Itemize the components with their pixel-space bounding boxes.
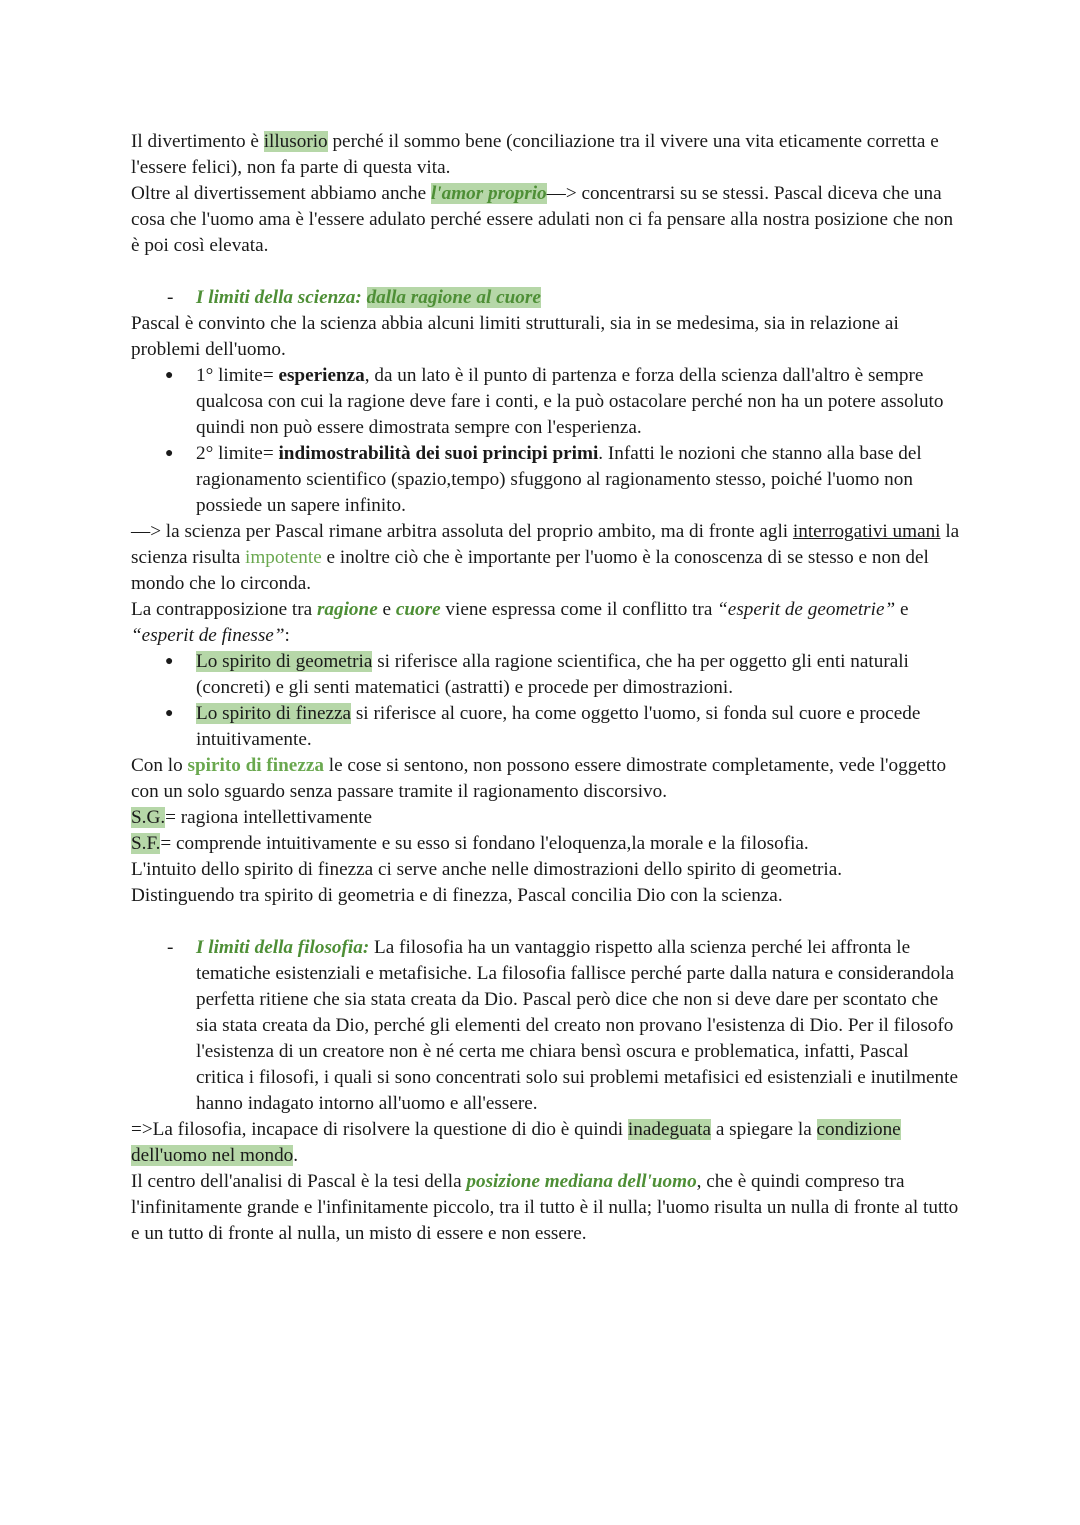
highlight-term: condizione dell'uomo nel mondo [131, 1119, 901, 1166]
line-intuito: L'intuito dello spirito di finezza ci serve anche nelle dimostrazioni dello spirito di geometria. [131, 859, 843, 880]
term-ragione: ragione [316, 599, 378, 620]
dash-marker: - [167, 937, 174, 958]
text: : [284, 625, 290, 646]
text: perché il sommo bene (conciliazione tra il vivere una vita eticamente corretta e l'essere felici), non fa parte di questa vita. [131, 131, 939, 178]
green-term: posizione mediana dell'uomo [466, 1171, 697, 1192]
text: si riferisce al cuore, ha come oggetto l'uomo, si fonda sul cuore e procede intuitivamente. [196, 703, 921, 750]
italic-term: “esperit de finesse” [131, 625, 285, 646]
text: La contrapposizione tra [131, 599, 317, 620]
text: Il divertimento è [131, 131, 264, 152]
text: =>La filosofia, incapace di risolvere la questione di dio è quindi [131, 1119, 628, 1140]
line-distinguendo: Distinguendo tra spirito di geometria e di finezza, Pascal concilia Dio con la scienza. [131, 885, 783, 906]
text: si riferisce alla ragione scientifica, che ha per oggetto gli enti naturali (concreti) e gli senti matematici (astratti) e procede per dimostrazioni. [196, 651, 909, 698]
text: , da un lato è il punto di partenza e forza della scienza dall'altro è sempre qualcosa con cui la ragione deve fare i conti, e la può ostacolare perché non ha un potere assoluto quindi non può essere dimostrata sempre con l'esperienza. [196, 365, 944, 438]
text: a spiegare la [711, 1119, 817, 1140]
list-item [131, 649, 961, 701]
bold-term: indimostrabilità dei suoi principi primi [278, 443, 599, 464]
highlight-term: inadeguata [627, 1119, 712, 1140]
paragraph-contrapposizione [131, 597, 961, 649]
bullet-list-limiti [131, 363, 961, 519]
text: e [895, 599, 909, 620]
paragraph-intro-scienza: Pascal è convinto che la scienza abbia alcuni limiti strutturali, sia in se medesima, sia in relazione ai problemi dell'uomo. [131, 313, 899, 360]
text: , che è quindi compreso tra l'infinitamente grande e l'infinitamente piccolo, tra il tutto è il nulla; l'uomo risulta un nulla di fronte al tutto e un tutto di fronte al nulla, un misto di essere e non essere. [131, 1171, 959, 1244]
text: viene espressa come il conflitto tra [440, 599, 718, 620]
green-term: impotente [245, 547, 322, 568]
text: —> concentrarsi su se stessi. Pascal diceva che una cosa che l'uomo ama è l'essere adulato perché essere adulati non ci fa pensare alla nostra posizione che non è poi così elevata. [131, 183, 954, 256]
underlined-term: interrogativi umani [792, 521, 941, 542]
bullet-list-spiriti [131, 649, 961, 753]
highlight-amor-proprio: l'amor proprio [430, 183, 547, 204]
document-page [131, 129, 961, 1247]
highlight-term: Lo spirito di finezza [196, 703, 352, 724]
text: la scienza risulta [131, 521, 960, 568]
text: . Infatti le nozioni che stanno alla base del ragionamento scientifico (spazio,tempo) sfuggono al ragionamento stesso, poiché l'uomo non possiede un sapere infinito. [196, 443, 922, 516]
section-filosofia [131, 935, 961, 1117]
text: Con lo [131, 755, 188, 776]
text: Oltre al divertissement abbiamo anche [131, 183, 431, 204]
term-cuore: cuore [395, 599, 441, 620]
highlight-abbrev: S.F. [131, 833, 161, 854]
text: —> la scienza per Pascal rimane arbitra assoluta del proprio ambito, ma di fronte agli [131, 521, 793, 542]
text: 2° limite= [196, 443, 279, 464]
italic-term: “esperit de geometrie” [717, 599, 896, 620]
line-sf [131, 831, 961, 857]
highlight-term: Lo spirito di geometria [196, 651, 373, 672]
list-item [131, 441, 961, 519]
paragraph-divertimento [131, 129, 961, 181]
heading-text: I limiti della scienza: [196, 287, 367, 308]
heading-text: I limiti della filosofia: [196, 937, 370, 958]
green-term: spirito di finezza [187, 755, 324, 776]
list-item [131, 363, 961, 441]
dash-marker: - [167, 287, 174, 308]
text: e inoltre ciò che è importante per l'uomo è la conoscenza di se stesso e non del mondo che lo circonda. [131, 547, 929, 594]
text: = ragiona intellettivamente [165, 807, 373, 828]
text: Il centro dell'analisi di Pascal è la tesi della [131, 1171, 467, 1192]
list-item [131, 701, 961, 753]
paragraph-conclusione-filosofia [131, 1117, 961, 1169]
text: le cose si sentono, non possono essere dimostrate completamente, vede l'oggetto con un solo sguardo senza passare tramite il ragionamento discorsivo. [131, 755, 947, 802]
line-sg [131, 805, 961, 831]
text: La filosofia ha un vantaggio rispetto alla scienza perché lei affronta le tematiche esistenziali e metafisiche. La filosofia fallisce perché parte dalla natura e considerandola perfetta ritiene che sia stata creata da Dio. Pascal però dice che non si deve dare per scontato che sia stata creata da Dio, perché gli elementi del creato non provano l'esistenza di Dio. Per il filosofo l'esistenza di un creatore non è né certa me chiara bensì oscura e problematica, infatti, Pascal critica i filosofi, i quali si sono concentrati solo sui problemi metafisici ed esistenziali e inutilmente hanno indagato intorno all'uomo e all'essere. [196, 937, 958, 1114]
paragraph-amor-proprio [131, 181, 961, 259]
heading-highlight: dalla ragione al cuore [366, 287, 541, 308]
highlight-illusorio: illusorio [263, 131, 328, 152]
highlight-abbrev: S.G. [131, 807, 166, 828]
section-heading-scienza [131, 285, 961, 311]
text: e [377, 599, 396, 620]
paragraph-finezza [131, 753, 961, 805]
paragraph-posizione-mediana [131, 1169, 961, 1247]
paragraph-conclusione-scienza [131, 519, 961, 597]
text: = comprende intuitivamente e su esso si fondano l'eloquenza,la morale e la filosofia. [160, 833, 809, 854]
text: 1° limite= [196, 365, 279, 386]
text: . [293, 1145, 299, 1166]
bold-term: esperienza [278, 365, 365, 386]
